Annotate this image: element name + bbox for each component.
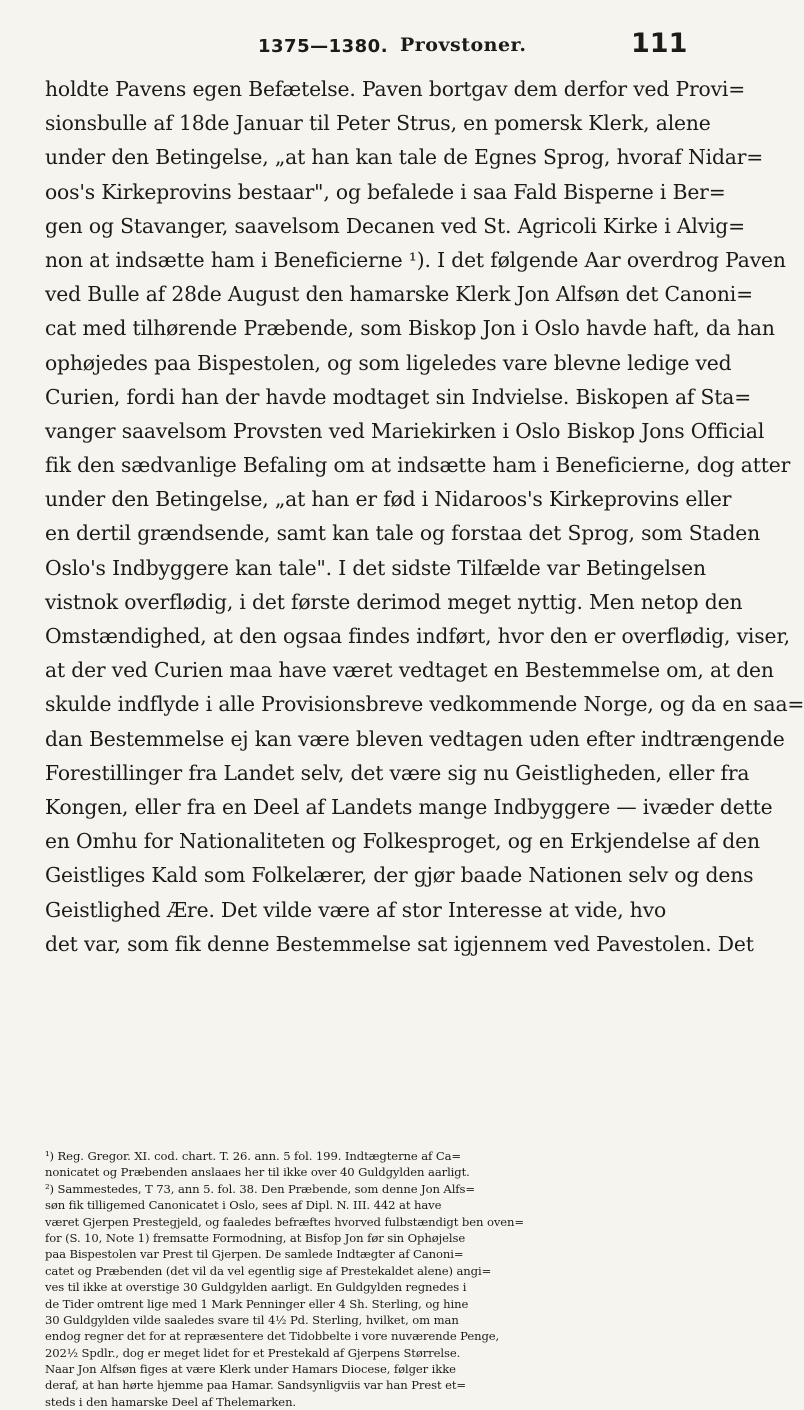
body-text (45, 72, 804, 961)
footnote-line: deraf, at han hørte hjemme paa Hamar. Sandsynligviis var han Prest et= (45, 1378, 467, 1393)
body-line: det var, som fik denne Bestemmelse sat igjennem ved Pavestolen. Det (45, 931, 754, 956)
footnote-line: 30 Guldgylden vilde saaledes svare til 4½ Pd. Sterling, hvilket, om man (45, 1312, 459, 1327)
running-head (0, 28, 764, 68)
footnote-line: Naar Jon Alfsøn figes at være Klerk under Hamars Diocese, følger ikke (45, 1362, 456, 1377)
body-line: non at indsætte ham i Beneficierne ¹). I det følgende Aar overdrog Paven (45, 247, 786, 272)
page-number: 111 (631, 28, 688, 59)
body-line: vistnok overflødig, i det første derimod meget nyttig. Men netop den (45, 589, 743, 614)
body-line: ved Bulle af 28de August den hamarske Klerk Jon Alfsøn det Canoni= (45, 282, 753, 307)
body-line: Kongen, eller fra en Deel af Landets mange Indbyggere — ivæder dette (45, 794, 773, 819)
footnote-line: ves til ikke at overstige 30 Guldgylden aarligt. En Guldgylden regnedes i (45, 1280, 467, 1295)
body-line: at der ved Curien maa have været vedtaget en Bestemmelse om, at den (45, 658, 774, 683)
body-line: Geistlighed Ære. Det vilde være af stor Interesse at vide, hvo (45, 897, 667, 922)
body-line: under den Betingelse, „at han er fød i Nidaroos's Kirkeprovins eller (45, 487, 732, 512)
body-line: holdte Pavens egen Befætelse. Paven bortgav dem derfor ved Provi= (45, 77, 746, 101)
footnote-line: de Tider omtrent lige med 1 Mark Penninger eller 4 Sh. Sterling, og hine (45, 1296, 469, 1311)
body-line: gen og Stavanger, saavelsom Decanen ved St. Agricoli Kirke i Alvig= (45, 213, 745, 238)
body-line: sionsbulle af 18de Januar til Peter Strus, en pomersk Klerk, alene (45, 111, 711, 136)
body-line: Geistliges Kald som Folkelærer, der gjør baade Nationen selv og dens (45, 863, 754, 888)
body-line: under den Betingelse, „at han kan tale de Egnes Sprog, hvoraf Nidar= (45, 145, 764, 170)
footnote-line: steds i den hamarske Deel af Thelemarken. (45, 1394, 297, 1409)
body-line: dan Bestemmelse ej kan være bleven vedtagen uden efter indtrængende (45, 726, 785, 751)
body-line: cat med tilhørende Præbende, som Biskop Jon i Oslo havde haft, da han (45, 316, 775, 341)
footnote-line: nonicatet og Præbenden anslaaes her til ikke over 40 Guldgylden aarligt. (45, 1165, 470, 1180)
footnote-line: catet og Præbenden (det vil da vel egentlig sige af Prestekaldet alene) angi= (45, 1263, 492, 1278)
footnote-line: 202½ Spdlr., dog er meget lidet for et Prestekald af Gjerpens Størrelse. (45, 1345, 461, 1360)
body-line: ophøjedes paa Bispestolen, og som ligeledes vare blevne ledige ved (45, 350, 732, 375)
body-line: skulde indflyde i alle Provisionsbreve vedkommende Norge, og da en saa= (45, 692, 804, 717)
body-line: vanger saavelsom Provsten ved Mariekirken i Oslo Biskop Jons Official (45, 418, 765, 443)
body-line: Curien, fordi han der havde modtaget sin Indvielse. Biskopen af Sta= (45, 384, 752, 409)
year-range: 1375—1380. (258, 36, 389, 57)
footnote-line: for (S. 10, Note 1) fremsatte Formodning, at Bisfop Jon før sin Ophøjelse (45, 1230, 466, 1245)
footnote-line: ²) Sammestedes, T 73, ann 5. fol. 38. Den Præbende, som denne Jon Alfs= (45, 1181, 475, 1196)
footnote-line: været Gjerpen Prestegjeld, og faaledes befræftes hvorved fulbstændigt ben oven= (45, 1214, 525, 1229)
footnote-line: paa Bispestolen var Prest til Gjerpen. De samlede Indtægter af Canoni= (45, 1247, 464, 1262)
body-line: Omstændighed, at den ogsaa findes indført, hvor den er overflødig, viser, (45, 624, 790, 648)
footnotes (45, 1148, 729, 1410)
footnote-line: ¹) Reg. Gregor. XI. cod. chart. T. 26. ann. 5 fol. 199. Indtægterne af Ca= (45, 1149, 462, 1163)
footnote-line: søn fik tilligemed Canonicatet i Oslo, sees af Dipl. N. III. 442 at have (45, 1198, 442, 1213)
body-line: oos's Kirkeprovins bestaar", og befalede i saa Fald Bisperne i Ber= (45, 179, 726, 204)
running-title: Provstoner. (400, 34, 527, 56)
body-line: Oslo's Indbyggere kan tale". I det sidste Tilfælde var Betingelsen (45, 555, 706, 580)
body-line: fik den sædvanlige Befaling om at indsætte ham i Beneficierne, dog atter (45, 453, 791, 478)
body-line: en dertil grændsende, samt kan tale og forstaa det Sprog, som Staden (45, 521, 761, 546)
body-line: Forestillinger fra Landet selv, det være sig nu Geistligheden, eller fra (45, 760, 750, 785)
footnote-line: endog regner det for at repræsentere det Tidobbelte i vore nuværende Penge, (45, 1329, 500, 1344)
body-line: en Omhu for Nationaliteten og Folkesproget, og en Erkjendelse af den (45, 829, 760, 854)
